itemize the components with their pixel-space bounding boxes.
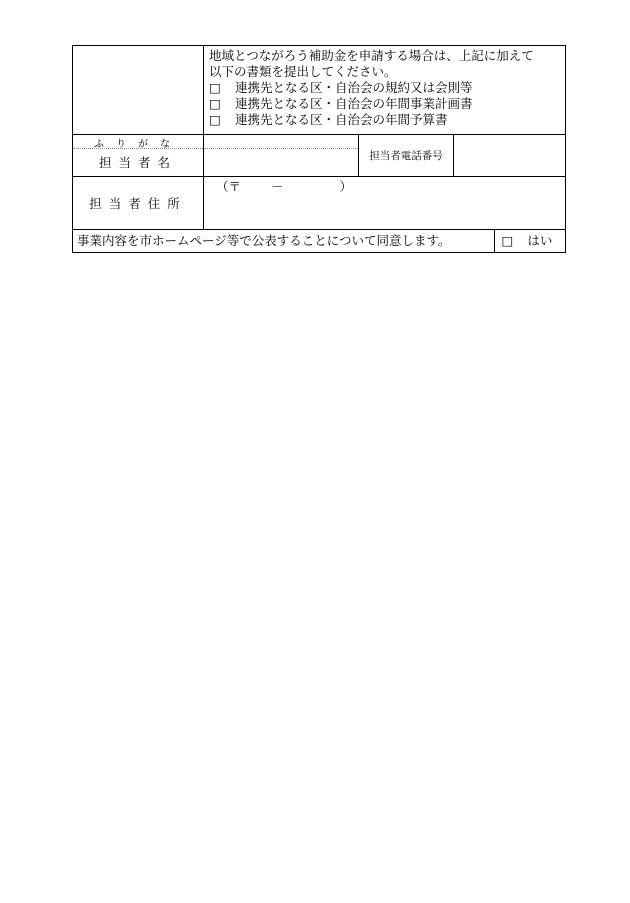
application-form-table xyxy=(72,45,565,253)
name-input-cell[interactable] xyxy=(204,135,359,177)
document-item-budget xyxy=(209,112,561,128)
document-item-rules xyxy=(209,80,561,96)
consent-option[interactable] xyxy=(495,233,553,249)
phone-label: 担当者電話番号 xyxy=(359,135,454,177)
postal-code-line xyxy=(216,179,559,195)
postal-dash: － xyxy=(270,179,284,194)
documents-intro-line1: 地域とつながろう補助金を申請する場合は、上記に加えて xyxy=(209,48,534,63)
checkbox-rules[interactable]: □ xyxy=(209,80,221,95)
postal-open: （〒 xyxy=(216,179,242,194)
furigana-label: ふりがな xyxy=(73,135,203,149)
name-label-cell xyxy=(73,135,204,177)
address-field[interactable] xyxy=(204,177,566,230)
contact-name-field[interactable] xyxy=(204,149,358,176)
consent-yes-label: はい xyxy=(527,233,553,248)
document-item-budget-text: 連携先となる区・自治会の年間予算書 xyxy=(235,112,448,127)
consent-text-cell xyxy=(73,230,454,253)
documents-label-cell xyxy=(73,46,204,135)
postal-close: ） xyxy=(339,179,352,194)
consent-text: 事業内容を市ホームページ等で公表することについて同意します。 xyxy=(77,233,451,248)
document-item-plan xyxy=(209,96,561,112)
consent-answer-cell xyxy=(454,230,566,253)
phone-field[interactable] xyxy=(454,135,566,177)
contact-name-label: 担当者名 xyxy=(98,155,177,170)
consent-checkbox[interactable]: □ xyxy=(501,233,514,248)
checkbox-plan[interactable]: □ xyxy=(209,96,221,111)
address-label: 担当者住所 xyxy=(73,177,204,230)
furigana-field[interactable] xyxy=(204,135,358,149)
document-item-plan-text: 連携先となる区・自治会の年間事業計画書 xyxy=(235,96,473,111)
documents-intro-line2: 以下の書類を提出してください。 xyxy=(209,64,397,79)
checkbox-budget[interactable]: □ xyxy=(209,112,221,127)
document-item-rules-text: 連携先となる区・自治会の規約又は会則等 xyxy=(235,80,473,95)
documents-cell xyxy=(204,46,566,135)
